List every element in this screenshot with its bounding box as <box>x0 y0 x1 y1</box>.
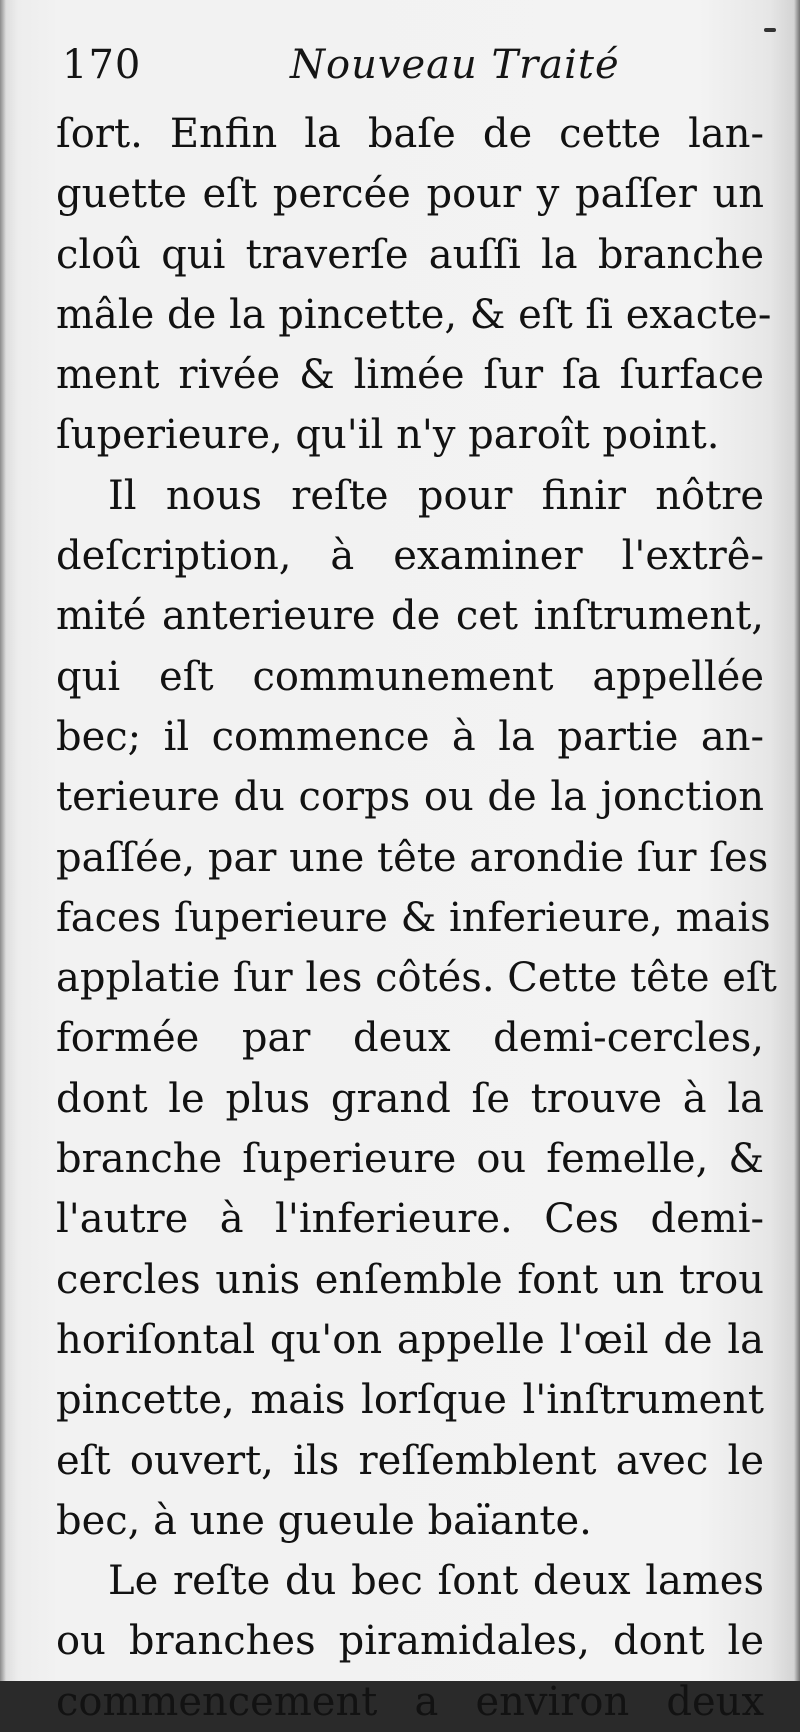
text-line: commencement a environ deux <box>56 1678 764 1725</box>
text-line: bec; il commence à la partie an- <box>56 713 764 760</box>
text-line: ou branches piramidales, dont le <box>56 1618 764 1665</box>
text-line: cercles unis enſemble font un trou <box>56 1256 764 1303</box>
running-title: Nouveau Traité <box>290 42 620 88</box>
text-line: bec, à une gueule baïante. <box>56 1497 592 1544</box>
text-line: terieure du corps ou de la jonction <box>56 774 764 821</box>
text-line: cloû qui traverſe auſſi la branche <box>56 231 764 278</box>
body-text <box>56 104 777 1732</box>
text-line: ment rivée & limée ſur ſa ſurface <box>56 352 764 399</box>
text-line: ſuperieure, qu'il n'y paroît point. <box>56 412 720 459</box>
text-line: formée par deux demi-cercles, <box>56 1015 764 1062</box>
text-line: mité anterieure de cet inſtrument, <box>56 593 764 640</box>
page-right-edge <box>794 0 800 1681</box>
text-line: eſt ouvert, ils reſſemblent avec le <box>56 1437 764 1484</box>
text-line: pincette, mais lorſque l'inſtrument <box>56 1377 764 1424</box>
page-left-edge <box>0 0 6 1681</box>
text-line: l'autre à l'inferieure. Ces demi- <box>56 1196 764 1243</box>
text-line: Il nous reſte pour finir nôtre <box>108 472 764 519</box>
ink-mark <box>764 28 776 32</box>
running-head <box>62 42 622 102</box>
page-number: 170 <box>62 42 142 88</box>
text-line: mâle de la pincette, & eſt ſi exacte- <box>56 291 772 338</box>
text-line: horiſontal qu'on appelle l'œil de la <box>56 1316 764 1363</box>
text-line: faces ſuperieure & inferieure, mais <box>56 894 771 941</box>
text-line: deſcription, à examiner l'extrê- <box>56 533 764 580</box>
text-line: paſſée, par une tête arondie ſur ſes <box>56 834 769 881</box>
text-line: qui eſt communement appellée <box>56 653 764 700</box>
text-line: Le reſte du bec ſont deux lames <box>108 1558 764 1605</box>
text-line: applatie ſur les côtés. Cette tête eſt <box>56 955 777 1002</box>
text-line: dont le plus grand ſe trouve à la <box>56 1075 764 1122</box>
text-line: guette eſt percée pour y paſſer un <box>56 171 764 218</box>
text-line: branche ſuperieure ou femelle, & <box>56 1136 764 1183</box>
text-line: ſort. Enfin la baſe de cette lan- <box>56 111 764 157</box>
